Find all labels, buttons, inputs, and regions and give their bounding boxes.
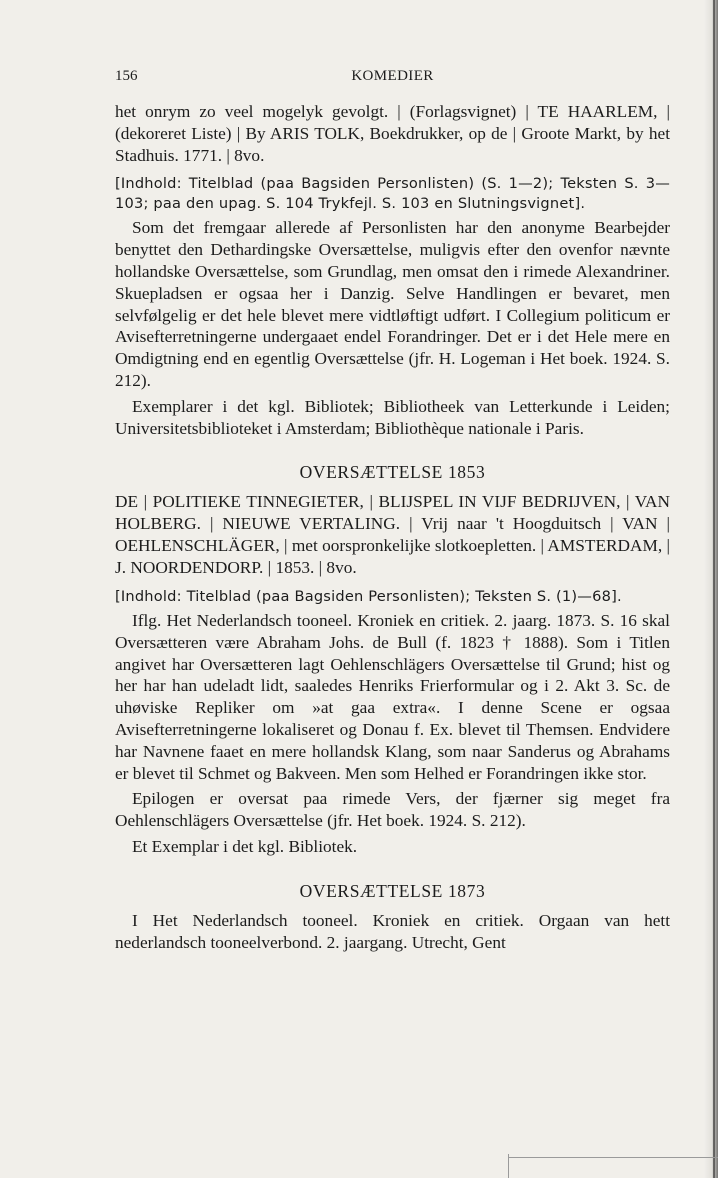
page-number: 156 [115,68,138,84]
contents-note-1853: [Indhold: Titelblad (paa Bagsiden Personlisten); Teksten S. (1)—68]. [115,587,622,605]
section-heading-1873: OVERSÆTTELSE 1873 [299,880,486,901]
corner-mark-vertical [508,1154,509,1178]
copies-paragraph-1771: Exemplarer i det kgl. Bibliotek; Bibliotheek van Letterkunde i Leiden; Universitetsbiblioteket i Amsterdam; Bibliothèque nationale i Paris. [115,396,670,438]
commentary-paragraph-1873: I Het Nederlandsch tooneel. Kroniek en critiek. Orgaan van hett nederlandsch tooneelverbond. 2. jaargang. Utrecht, Gent [115,910,670,952]
section-heading-1853: OVERSÆTTELSE 1853 [299,462,486,483]
title-continuation-paragraph: het onrym zo veel mogelyk gevolgt. | (Forlagsvignet) | TE HAARLEM, | (dekoreret Liste) | By ARIS TOLK, Boekdrukker, op de | Groote Markt, by het Stadhuis. 1771. | 8vo. [115,102,670,165]
title-transcription-1853: DE | POLITIEKE TINNEGIETER, | BLIJSPEL IN VIJF BEDRIJVEN, | VAN HOLBERG. | NIEUWE VERTALING. | Vrij naar 't Hoogduitsch | VAN | OEHLENSCHLÄGER, | met oorspronkelijke slotkoepletten. | AMSTERDAM, | J. NOORDENDORP. | 1853. | 8vo. [115,492,670,577]
epilogue-paragraph-1853: Epilogen er oversat paa rimede Vers, der fjærner sig meget fra Oehlenschlägers Oversættelse (jfr. Het boek. 1924. S. 212). [115,789,670,831]
running-title: KOMEDIER [351,68,434,84]
page-body [115,101,670,953]
contents-note-1771: [Indhold: Titelblad (paa Bagsiden Personlisten) (S. 1—2); Teksten S. 3—103; paa den upag. S. 104 Trykfejl. S. 103 en Slutningsvignet]. [115,175,670,212]
page-edge-line [713,0,715,1178]
commentary-paragraph-1853: Iflg. Het Nederlandsch tooneel. Kroniek en critiek. 2. jaarg. 1873. S. 16 skal Oversætteren være Abraham Johs. de Bull (f. 1823 † 1888). Som i Titlen angivet har Oversætteren lagt Oehlenschlägers Oversættelse til Grund; hist og her har han udeladt lidt, saaledes Henriks Frierformular og i 2. Akt 3. Sc. de uhøviske Repliker om »at gaa extra«. I denne Scene er ogsaa Avisefterretningerne lokaliseret og Donau f. Ex. blevet til Themsen. Endvidere har Navnene faaet en mere hollandsk Klang, som naar Sanderus og Abrahams er blevet til Schmet og Bakveen. Men som Helhed er Forandringen ikke stor. [115,611,670,783]
commentary-paragraph-1771: Som det fremgaar allerede af Personlisten har den anonyme Bearbejder benyttet den Dethardingske Oversættelse, muligvis efter den ovenfor nævnte hollandske Oversættelse, som Grundlag, men omsat den i rimede Alexandriner. Skuepladsen er ogsaa her i Danzig. Selve Handlingen er bevaret, men selvfølgelig er det hele blevet mere vidtløftigt udført. I Collegium politicum er Avisefterretningerne undergaaet endel Forandringer. Det er i det Hele mere en Omdigtning end en egentlig Oversættelse (jfr. H. Logeman i Het boek. 1924. S. 212). [115,218,670,390]
corner-mark [508,1157,718,1158]
copies-paragraph-1853: Et Exemplar i det kgl. Bibliotek. [132,837,358,857]
page-edge-shadow [704,0,718,1178]
page-header [115,68,670,92]
